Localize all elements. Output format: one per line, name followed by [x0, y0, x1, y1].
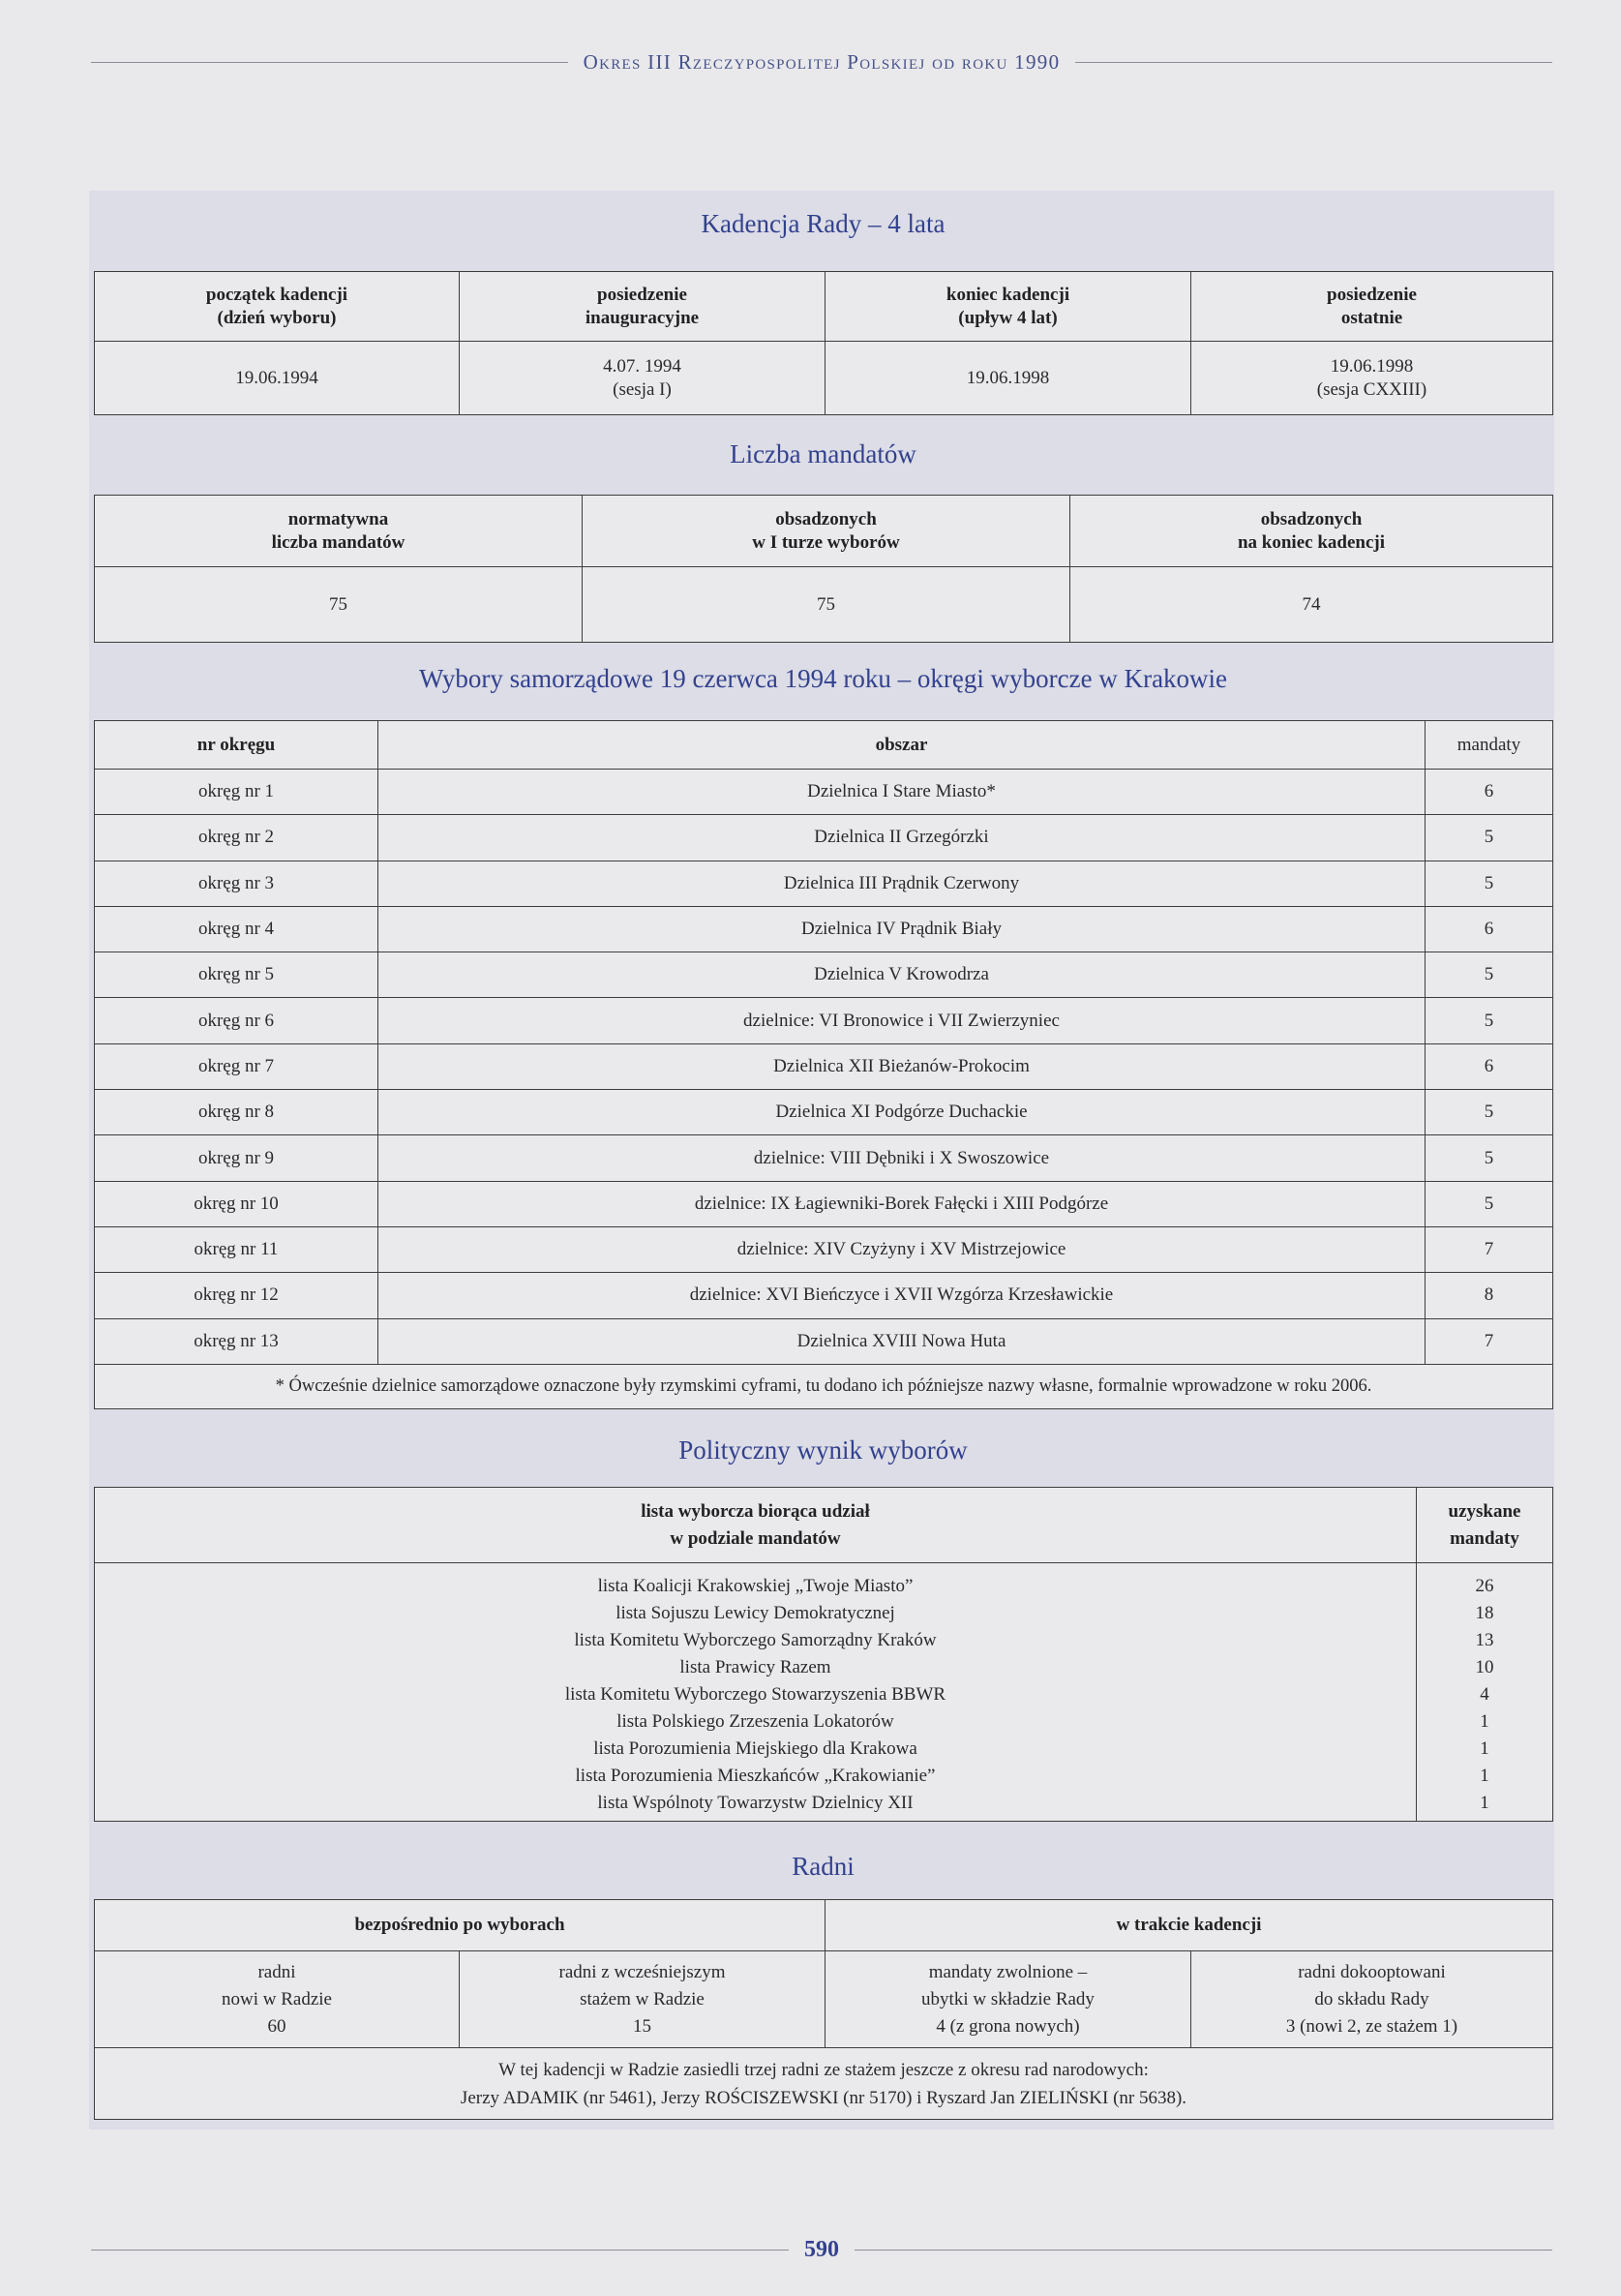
districts-header-row	[95, 721, 1553, 770]
header-line: obsadzonych	[1260, 508, 1363, 529]
seat-count: 1	[1480, 1766, 1489, 1786]
value-line: 4.07. 1994	[603, 355, 681, 377]
cell-line: ubytki w składzie Rady	[921, 1988, 1095, 2009]
seat-count: 13	[1475, 1630, 1494, 1650]
seat-count: 1	[1480, 1738, 1489, 1759]
after-election-header: bezpośrednio po wyborach	[95, 1900, 826, 1951]
term-data-row	[95, 342, 1553, 415]
term-end-value	[826, 342, 1191, 415]
term-start-value	[95, 342, 460, 415]
list-item: lista Polskiego Zrzeszenia Lokatorów	[616, 1711, 894, 1732]
councillors-note	[95, 2048, 1553, 2120]
seats-table	[94, 495, 1553, 643]
table-row	[95, 1273, 1553, 1318]
cell-line: mandaty zwolnione –	[928, 1961, 1088, 1982]
list-item: lista Porozumienia Miejskiego dla Krakowa	[593, 1738, 917, 1759]
note-line: Jerzy ADAMIK (nr 5461), Jerzy ROŚCISZEWSKI (nr 5170) i Ryszard Jan ZIELIŃSKI (nr 5638).	[460, 2087, 1187, 2108]
district-number: okręg nr 7	[95, 1043, 378, 1089]
header-line: posiedzenie	[597, 284, 687, 305]
district-seats: 5	[1426, 1090, 1553, 1135]
district-seats: 6	[1426, 906, 1553, 952]
term-end-header	[826, 272, 1191, 342]
experienced-councillors-cell	[460, 1951, 826, 2048]
header-line: na koniec kadencji	[1237, 531, 1386, 553]
district-number: okręg nr 13	[95, 1318, 378, 1364]
vacated-mandates-cell	[826, 1951, 1191, 2048]
results-title: Polityczny wynik wyborów	[678, 1435, 968, 1465]
district-number: okręg nr 10	[95, 1181, 378, 1226]
term-start-header	[95, 272, 460, 342]
district-area: Dzielnica XI Podgórze Duchackie	[378, 1090, 1426, 1135]
seat-count: 18	[1475, 1603, 1494, 1623]
table-row	[95, 770, 1553, 815]
seat-count: 10	[1475, 1657, 1494, 1677]
term-last-session-header	[1191, 272, 1553, 342]
councillors-title: Radni	[792, 1852, 855, 1881]
results-table	[94, 1487, 1553, 1822]
list-item: lista Sojuszu Lewicy Demokratycznej	[615, 1603, 895, 1623]
district-area: Dzielnica IV Prądnik Biały	[378, 906, 1426, 952]
seat-count: 1	[1480, 1711, 1489, 1732]
district-area: Dzielnica I Stare Miasto*	[378, 770, 1426, 815]
district-area: Dzielnica II Grzegórzki	[378, 815, 1426, 861]
list-item: lista Wspólnoty Towarzystw Dzielnicy XII	[597, 1793, 914, 1813]
seats-end-of-term-header	[1070, 496, 1553, 567]
value-line: 19.06.1994	[235, 367, 318, 388]
value-line: 19.06.1998	[966, 367, 1050, 388]
table-row	[95, 1135, 1553, 1181]
running-footer	[91, 2234, 1552, 2265]
seat-count: 4	[1480, 1684, 1489, 1705]
header-line: inauguracyjne	[585, 307, 700, 328]
district-number: okręg nr 9	[95, 1135, 378, 1181]
header-line: (dzień wyboru)	[217, 307, 337, 328]
district-number: okręg nr 11	[95, 1226, 378, 1272]
header-line: (upływ 4 lat)	[958, 307, 1058, 328]
district-area: dzielnice: VIII Dębniki i X Swoszowice	[378, 1135, 1426, 1181]
list-item: lista Komitetu Wyborczego Stowarzyszenia BBWR	[564, 1684, 946, 1705]
header-line: mandaty	[1450, 1527, 1519, 1549]
cell-value: 4 (z grona nowych)	[936, 2015, 1080, 2037]
header-line: uzyskane	[1448, 1500, 1521, 1522]
term-title: Kadencja Rady – 4 lata	[701, 209, 946, 238]
list-item: lista Porozumienia Mieszkańców „Krakowianie”	[575, 1766, 936, 1786]
district-area: Dzielnica XII Bieżanów-Prokocim	[378, 1043, 1426, 1089]
value-line: (sesja I)	[613, 378, 672, 400]
seats-end-of-term-value: 74	[1070, 567, 1553, 643]
councillors-header-row	[95, 1900, 1553, 1951]
table-row	[95, 1226, 1553, 1272]
value-line: (sesja CXXIII)	[1316, 378, 1427, 400]
table-row	[95, 815, 1553, 861]
term-inaugural-header	[460, 272, 826, 342]
table-row	[95, 998, 1553, 1043]
table-row	[95, 906, 1553, 952]
results-header-row	[95, 1488, 1553, 1563]
district-number: okręg nr 1	[95, 770, 378, 815]
seats-first-round-value: 75	[583, 567, 1070, 643]
district-seats: 5	[1426, 1135, 1553, 1181]
cell-line: radni	[257, 1961, 296, 1982]
seat-count: 1	[1480, 1793, 1489, 1813]
running-header	[91, 46, 1552, 77]
header-line: obsadzonych	[775, 508, 877, 529]
term-last-session-value	[1191, 342, 1553, 415]
district-number: okręg nr 3	[95, 861, 378, 906]
cell-line: radni dokooptowani	[1298, 1961, 1446, 1982]
district-area-header: obszar	[378, 721, 1426, 770]
header-line: w I turze wyborów	[752, 531, 900, 553]
table-row	[95, 1043, 1553, 1089]
results-seat-counts	[1417, 1563, 1553, 1822]
cell-value: 60	[267, 2015, 286, 2037]
footer-rule-left	[91, 2250, 789, 2251]
districts-footnote-row	[95, 1364, 1553, 1408]
header-line: normatywna	[287, 508, 389, 529]
districts-table	[94, 720, 1553, 1409]
table-row	[95, 1318, 1553, 1364]
header-rule-left	[91, 62, 568, 63]
district-area: Dzielnica III Prądnik Czerwony	[378, 861, 1426, 906]
district-area: Dzielnica XVIII Nowa Huta	[378, 1318, 1426, 1364]
list-item: lista Prawicy Razem	[679, 1657, 831, 1677]
value-line: 19.06.1998	[1330, 355, 1414, 377]
district-area: dzielnice: IX Łagiewniki-Borek Fałęcki i XIII Podgórze	[378, 1181, 1426, 1226]
during-term-header: w trakcie kadencji	[826, 1900, 1553, 1951]
seats-first-round-header	[583, 496, 1070, 567]
header-line: lista wyborcza biorąca udział	[641, 1500, 870, 1522]
district-area: dzielnice: XIV Czyżyny i XV Mistrzejowice	[378, 1226, 1426, 1272]
district-number: okręg nr 5	[95, 952, 378, 998]
district-seats: 6	[1426, 770, 1553, 815]
district-area: Dzielnica V Krowodrza	[378, 952, 1426, 998]
district-seats: 5	[1426, 998, 1553, 1043]
district-number: okręg nr 12	[95, 1273, 378, 1318]
term-inaugural-value	[460, 342, 826, 415]
header-line: ostatnie	[1340, 307, 1403, 328]
header-line: początek kadencji	[205, 284, 348, 305]
co-opted-councillors-cell	[1191, 1951, 1553, 2048]
district-area: dzielnice: VI Bronowice i VII Zwierzyniec	[378, 998, 1426, 1043]
councillors-note-row	[95, 2048, 1553, 2120]
cell-value: 15	[633, 2015, 651, 2037]
list-item: lista Koalicji Krakowskiej „Twoje Miasto”	[597, 1576, 914, 1596]
district-seats: 6	[1426, 1043, 1553, 1089]
seat-count: 26	[1475, 1576, 1494, 1596]
table-row	[95, 1181, 1553, 1226]
district-seats: 7	[1426, 1226, 1553, 1272]
districts-title: Wybory samorządowe 19 czerwca 1994 roku – okręgi wyborcze w Krakowie	[418, 664, 1228, 693]
district-number: okręg nr 2	[95, 815, 378, 861]
district-number: okręg nr 6	[95, 998, 378, 1043]
district-seats: 7	[1426, 1318, 1553, 1364]
district-seats: 5	[1426, 815, 1553, 861]
results-list-names	[95, 1563, 1417, 1822]
term-header-row	[95, 272, 1553, 342]
header-rule-right	[1075, 62, 1552, 63]
results-seats-header	[1417, 1488, 1553, 1563]
term-table	[94, 271, 1553, 415]
results-body-row	[95, 1563, 1553, 1822]
cell-line: radni z wcześniejszym	[558, 1961, 726, 1982]
cell-value: 3 (nowi 2, ze stażem 1)	[1285, 2015, 1458, 2037]
running-header-text: Okres III Rzeczypospolitej Polskiej od roku 1990	[583, 50, 1061, 74]
seats-normative-value: 75	[95, 567, 583, 643]
table-row	[95, 1090, 1553, 1135]
table-row	[95, 861, 1553, 906]
district-number-header: nr okręgu	[95, 721, 378, 770]
district-seats-header: mandaty	[1426, 721, 1553, 770]
district-number: okręg nr 8	[95, 1090, 378, 1135]
districts-footnote: * Ówcześnie dzielnice samorządowe oznaczone były rzymskimi cyframi, tu dodano ich późniejsze nazwy własne, formalnie wprowadzone w roku 2006.	[95, 1364, 1553, 1408]
cell-line: stażem w Radzie	[580, 1988, 705, 2009]
header-line: liczba mandatów	[271, 531, 405, 553]
councillors-data-row	[95, 1951, 1553, 2048]
district-number: okręg nr 4	[95, 906, 378, 952]
cell-line: do składu Rady	[1314, 1988, 1429, 2009]
district-area: dzielnice: XVI Bieńczyce i XVII Wzgórza Krzesławickie	[378, 1273, 1426, 1318]
footer-rule-right	[855, 2250, 1552, 2251]
district-seats: 5	[1426, 952, 1553, 998]
councillors-table	[94, 1899, 1553, 2120]
seats-title: Liczba mandatów	[730, 439, 916, 468]
new-councillors-cell	[95, 1951, 460, 2048]
seats-header-row	[95, 496, 1553, 567]
table-row	[95, 952, 1553, 998]
district-seats: 5	[1426, 861, 1553, 906]
district-seats: 8	[1426, 1273, 1553, 1318]
seats-data-row	[95, 567, 1553, 643]
cell-line: nowi w Radzie	[222, 1988, 332, 2009]
header-line: posiedzenie	[1327, 284, 1417, 305]
district-seats: 5	[1426, 1181, 1553, 1226]
header-line: koniec kadencji	[946, 284, 1070, 305]
seats-normative-header	[95, 496, 583, 567]
results-list-header	[95, 1488, 1417, 1563]
list-item: lista Komitetu Wyborczego Samorządny Kraków	[574, 1630, 937, 1650]
page-number: 590	[804, 2237, 839, 2262]
note-line: W tej kadencji w Radzie zasiedli trzej radni ze stażem jeszcze z okresu rad narodowych:	[498, 2059, 1149, 2080]
header-line: w podziale mandatów	[670, 1527, 841, 1549]
